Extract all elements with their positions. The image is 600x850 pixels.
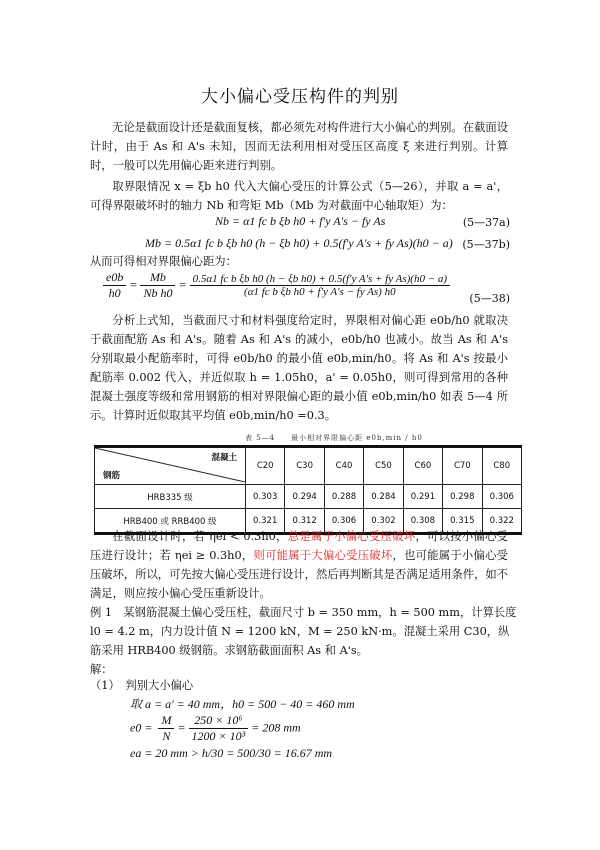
design-rule-text-b: ，可以按小偏心受压进行设计；若 ηei ≥ 0.3h0， (90, 530, 508, 562)
fraction-denominator: (α1 fc b ξb h0 + f'y A's − fy As) h0 (244, 286, 396, 298)
column-header: C40 (324, 447, 363, 485)
equation-mb: Mb = 0.5α1 fc b ξb h0 (h − ξb h0) + 0.5(f'y A's + fy As)(h0 − a) (145, 236, 453, 250)
table-caption: 表 5—4 最小相对界限偏心距 e0b,min / h0 (245, 434, 423, 442)
fraction-mb-nbh0 (140, 270, 175, 301)
fraction-m-n (158, 713, 174, 744)
table-header-row (95, 447, 522, 485)
fraction-numerator: 0.5α1 fc b ξb h0 (h − ξb h0) + 0.5(f'y A's + fy As)(h0 − a) (190, 273, 451, 286)
table-cell: 0.303 (246, 485, 285, 509)
row-label: HRB400 或 RRB400 级 (95, 509, 246, 534)
paragraph-analysis (90, 311, 508, 425)
paragraph-intro-text: 无论是截面设计还是截面复核，都必须先对构件进行大小偏心的判别。在截面设计时，由于 As 和 A's 未知，因而无法利用相对受压区高度 ξ 来进行判别。计算时，一般可以先用偏心距来进行判别。 (90, 121, 508, 172)
step-1-ea: ea = 20 mm > h/30 = 500/30 = 16.67 mm (130, 746, 333, 760)
equation-mb-number: (5—37b) (462, 238, 510, 251)
fraction-rhs (190, 273, 451, 298)
min-eccentricity-table (94, 445, 522, 535)
step-1-e0: e0 = $\frac{M}{N}$ = $\frac{\text{250 × 10⁶}}{\text{1200 × 10³}}$ = 208 mm (130, 713, 301, 743)
table-cell: 0.322 (482, 509, 521, 534)
paragraph-design-rule (90, 527, 508, 603)
design-rule-text-a: 在截面设计时，若 ηei < 0.3h0， (112, 530, 288, 543)
paragraph-intro (90, 118, 508, 175)
column-header: C30 (285, 447, 324, 485)
table-row (95, 485, 522, 509)
paragraph-relative-ecc: 从而可得相对界限偏心距为： (90, 255, 237, 268)
page-title: 大小偏心受压构件的判别 (201, 87, 399, 107)
step-1-params: 取 a = a' = 40 mm，h0 = 500 − 40 = 460 mm (130, 697, 355, 711)
column-header: C60 (403, 447, 442, 485)
corner-label-concrete: 混凝土 (211, 453, 237, 463)
step-1-heading: （1） 判别大小偏心 (90, 679, 194, 692)
column-header: C20 (246, 447, 285, 485)
table-cell: 0.312 (285, 509, 324, 534)
e0-result: = 208 mm (251, 720, 301, 735)
e0-label: e0 = (130, 720, 153, 735)
table-cell: 0.284 (364, 485, 403, 509)
table-cell: 0.306 (324, 509, 363, 534)
table-cell: 0.294 (285, 485, 324, 509)
column-header: C50 (364, 447, 403, 485)
table-cell: 0.291 (403, 485, 442, 509)
fraction-denominator: Nb h0 (143, 286, 173, 300)
design-rule-text-c: ，也可能属于小偏心受压破坏，所以，可先按大偏心受压进行设计，然后再判断其是否满足适用条件，如不满足，则应按小偏心受压重新设计。 (90, 549, 508, 600)
fraction-numerator: M (158, 713, 174, 729)
fraction-numerator: 250 × 10⁶ (189, 713, 249, 729)
paragraph-boundary (90, 177, 508, 215)
example-statement: 例 1 某钢筋混凝土偏心受压柱，截面尺寸 b = 350 mm，h = 500 mm，计算长度 l0 = 4.2 m，内力设计值 N = 1200 kN，M = 250 kN·m。混凝土采用 C30，纵筋采用 HRB400 级钢筋。求钢筋截面面积 As 和 A's。 (90, 606, 517, 657)
equation-nb: Nb = α1 fc b ξb h0 + f'y A's − fy As (215, 214, 386, 228)
equation-e0b-number: (5—38) (469, 292, 510, 305)
paragraph-analysis-text: 分析上式知，当截面尺寸和材料强度给定时，界限相对偏心距 e0b/h0 就取决于截面配筋 As 和 A's。随着 As 和 A's 的减小，e0b/h0 也减小。故当 As 和 A's 分别取最小配筋率时，可得 e0b/h0 的最小值 e0b,min/h0。将 As 和 A's 按最小配筋率 0.002 代入，并近似取 h = 1.05h0，a' = 0.05h0，则可得到常用的各种混凝土强度等级和常用钢筋的相对界限偏心距的最小值 e0b,min/h0 如表 5—4 所示。计算时近似取其平均值 e0b,min/h0 =0.3。 (90, 314, 508, 422)
fraction-denominator: 1200 × 10³ (191, 729, 246, 743)
row-label: HRB335 级 (95, 485, 246, 509)
fraction-denominator: N (162, 729, 171, 743)
corner-label-steel: 钢筋 (103, 471, 121, 481)
fraction-denominator: h0 (108, 286, 121, 300)
fraction-numerator: e0b (103, 270, 126, 286)
table-cell: 0.306 (482, 485, 521, 509)
table-cell: 0.315 (443, 509, 482, 534)
highlight-large-eccentric: 则可能属于大偏心受压破坏 (253, 549, 393, 562)
highlight-small-eccentric: 总是属于小偏心受压破坏 (287, 530, 416, 543)
paragraph-boundary-text: 取界限情况 x = ξb h0 代入大偏心受压的计算公式（5—26），并取 a = a'，可得界限破坏时的轴力 Nb 和弯矩 Mb（Mb 为对截面中心轴取矩）为： (90, 180, 508, 212)
fraction-values (189, 713, 249, 744)
solution-label: 解： (90, 663, 113, 676)
column-header: C70 (443, 447, 482, 485)
column-header: C80 (482, 447, 521, 485)
equation-e0b: $\frac{e0b}{h0}$ = $\frac{Mb}{\text{Nb h0}}$ = $\frac{\text{0.5α1 fc b ξb h0 (h − ξb h0) + 0.5(f'y A's + fy As)(h0 − a)}}{\text{(α1 fc b ξb h0 + f'y A's − fy As) h0}}$ (100, 270, 453, 301)
equation-nb-number: (5—37a) (462, 216, 510, 229)
table-corner-cell (95, 447, 246, 485)
table-cell: 0.298 (443, 485, 482, 509)
table-cell: 0.288 (324, 485, 363, 509)
fraction-e0b-h0 (103, 270, 126, 301)
fraction-numerator: Mb (140, 270, 175, 286)
table-cell: 0.308 (403, 509, 442, 534)
table-cell: 0.302 (364, 509, 403, 534)
table-cell: 0.321 (246, 509, 285, 534)
